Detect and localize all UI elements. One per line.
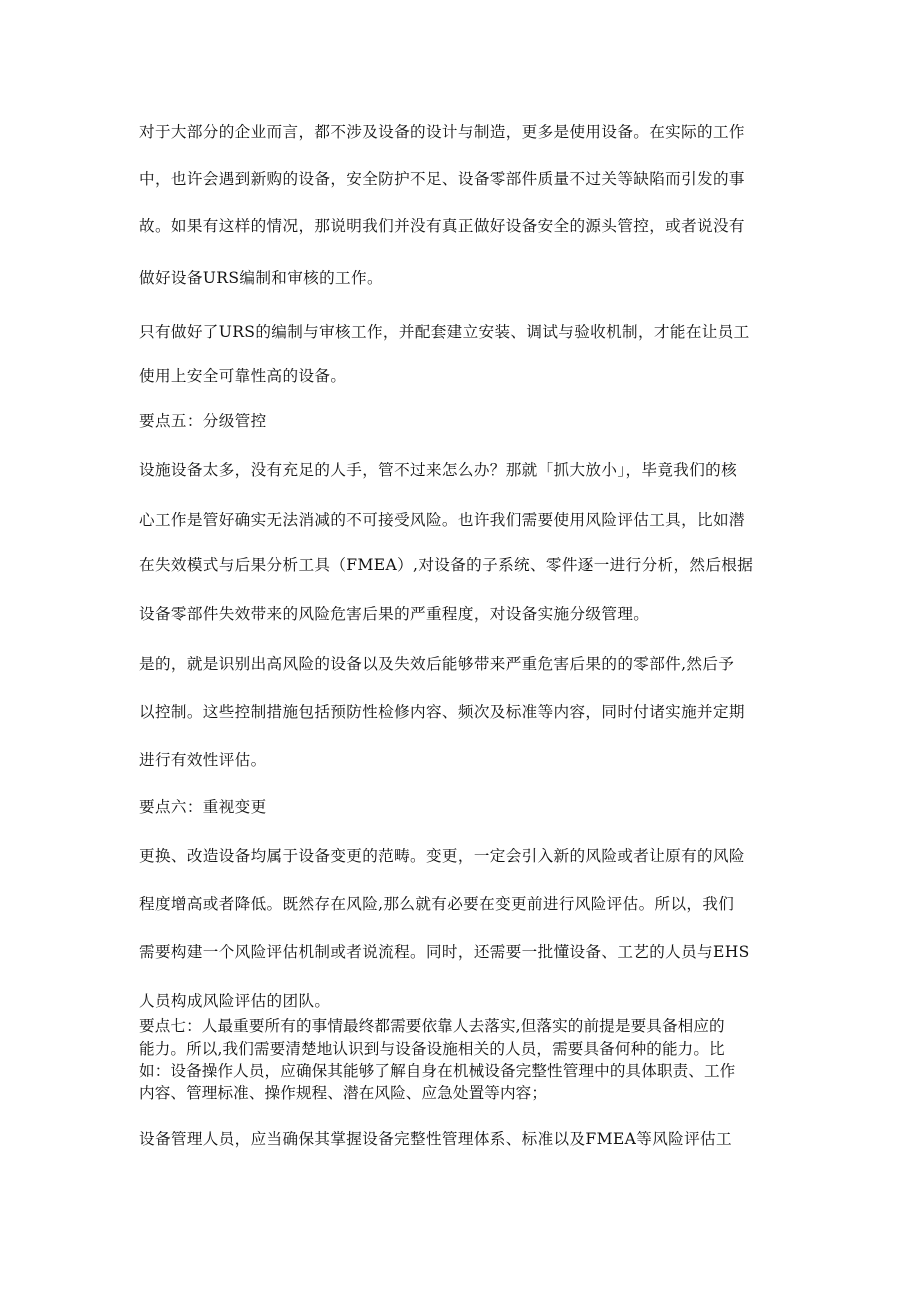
- paragraph-line: 进行有效性评估。: [139, 751, 267, 769]
- paragraph-line: 做好设备URS编制和审核的工作。: [139, 269, 383, 287]
- section-heading: 要点七：人最重要所有的事情最终都需要依靠人去落实,但落实的前提是要具备相应的: [139, 1017, 725, 1035]
- paragraph-line: 设施设备太多，没有充足的人手，管不过来怎么办？那就「抓大放小」，毕竟我们的核: [139, 461, 738, 479]
- paragraph-line: 是的，就是识别出高风险的设备以及失效后能够带来严重危害后果的的零部件,然后予: [139, 655, 735, 673]
- section-heading: 要点六：重视变更: [139, 798, 267, 816]
- paragraph-line: 如：设备操作人员，应确保其能够了解自身在机械设备完整性管理中的具体职责、工作: [139, 1062, 736, 1080]
- paragraph-line: 心工作是管好确实无法消减的不可接受风险。也许我们需要使用风险评估工具，比如潜: [139, 511, 745, 529]
- paragraph-line: 中，也许会遇到新购的设备，安全防护不足、设备零部件质量不过关等缺陷而引发的事: [139, 170, 745, 188]
- paragraph-line: 更换、改造设备均属于设备变更的范畴。变更，一定会引入新的风险或者让原有的风险: [139, 847, 745, 865]
- paragraph-line: 在失效模式与后果分析工具（FMEA）,对设备的子系统、零件逐一进行分析，然后根据: [139, 556, 754, 574]
- paragraph-line: 只有做好了URS的编制与审核工作，并配套建立安装、调试与验收机制，才能在让员工: [139, 323, 750, 341]
- section-heading: 要点五：分级管控: [139, 412, 267, 430]
- paragraph-line: 能力。所以,我们需要清楚地认识到与设备设施相关的人员，需要具备何种的能力。比: [139, 1040, 725, 1058]
- paragraph-line: 内容、管理标准、操作规程、潜在风险、应急处置等内容；: [139, 1084, 548, 1102]
- paragraph-line: 设备管理人员，应当确保其掌握设备完整性管理体系、标准以及FMEA等风险评估工: [139, 1130, 732, 1148]
- paragraph-line: 程度增高或者降低。既然存在风险,那么就有必要在变更前进行风险评估。所以，我们: [139, 895, 735, 913]
- paragraph-line: 对于大部分的企业而言，都不涉及设备的设计与制造，更多是使用设备。在实际的工作: [139, 123, 745, 141]
- paragraph-line: 人员构成风险评估的团队。: [139, 992, 331, 1010]
- paragraph-line: 需要构建一个风险评估机制或者说流程。同时，还需要一批懂设备、工艺的人员与EHS: [139, 943, 750, 961]
- paragraph-line: 使用上安全可靠性高的设备。: [139, 367, 347, 385]
- paragraph-line: 设备零部件失效带来的风险危害后果的严重程度，对设备实施分级管理。: [139, 605, 650, 623]
- paragraph-line: 以控制。这些控制措施包括预防性检修内容、频次及标准等内容，同时付诸实施并定期: [139, 703, 745, 721]
- paragraph-line: 故。如果有这样的情况，那说明我们并没有真正做好设备安全的源头管控，或者说没有: [139, 217, 745, 235]
